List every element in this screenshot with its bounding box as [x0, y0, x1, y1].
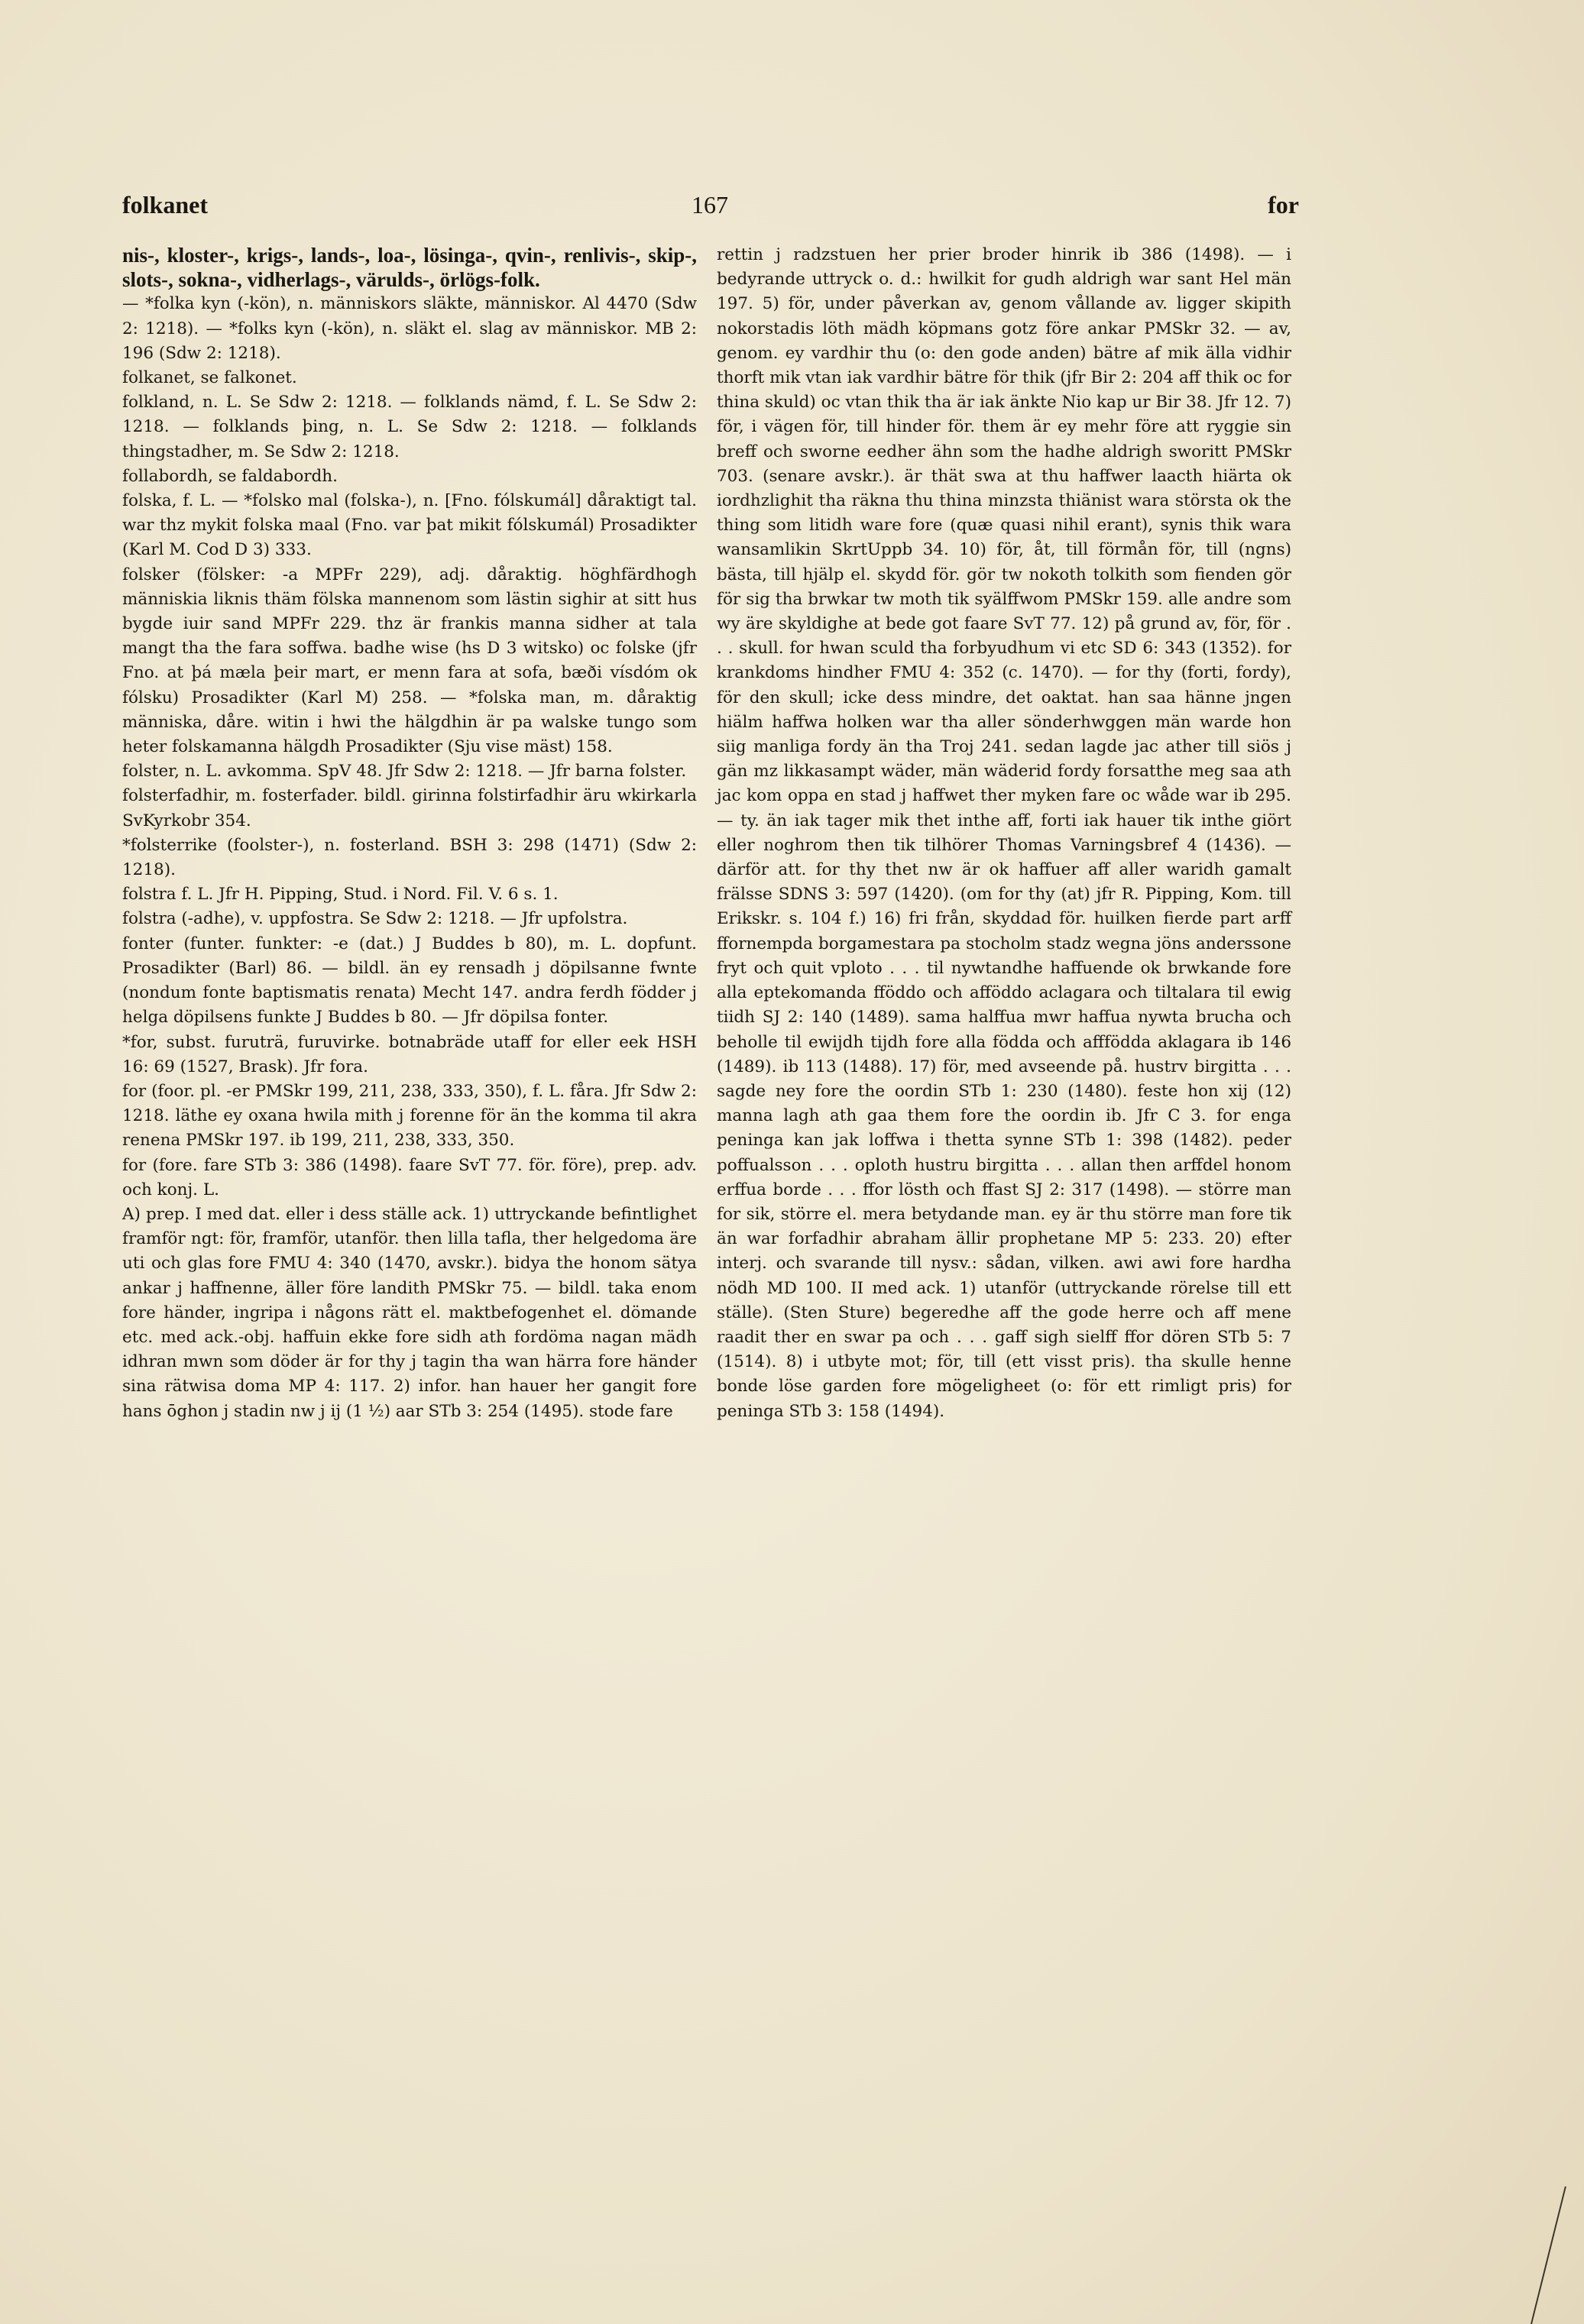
left-column — [122, 243, 697, 1424]
dictionary-entry: fonter (funter. funkter: -e (dat.) J Buddes b 80), m. L. dopfunt. Prosadikter (Barl) 86. — bildl. än ey rensadh j döpilsanne fwnte (nondum fonte baptismatis renata) Mecht 147. andra ferdh födder j helga döpilsens funkte J Buddes b 80. — Jfr döpilsa fonter. — [122, 934, 697, 1028]
dictionary-entry: folstra (-adhe), v. uppfostra. Se Sdw 2: 1218. — Jfr upfolstra. — [122, 909, 628, 929]
dictionary-entry: folska, f. L. — *folsko mal (folska-), n. [Fno. fólskumál] dåraktigt tal. war thz mykit folska maal (Fno. var þat mikit fólskumál) Prosadikter (Karl M. Cod D 3) 333. — [122, 491, 697, 560]
header-left-guideword: folkanet — [122, 191, 208, 218]
page-number: 167 — [692, 191, 728, 218]
entry-text: A) prep. I med dat. eller i dess ställe ack. 1) uttryckande befintlighet framför ngt: för, framför, utanför. then lilla tafla, ther helgedoma äre uti och glas fore FMU 4: 340 (1470, avskr.). bidya the honom sätya ankar j haffnenne, äller före landith PMSkr 75. — bildl. taka enom fore händer, ingripa i någons rätt el. maktbefogenhet el. dömande etc. med ack.-obj. haffuin ekke fore sidh ath fordöma nagan mädh idhran mwn som döder är for thy j tagin tha wan härra fore händer sina rätwisa doma MP 4: 117. 2) infor. han hauer her gangit fore hans ōghon j stadin nw j ij (1 ½) aar STb 3: 254 (1495). stode fare — [122, 1204, 697, 1421]
dictionary-entry: *folsterrike (foolster-), n. fosterland. BSH 3: 298 (1471) (Sdw 2: 1218). — [122, 835, 697, 880]
page-edge-mark — [1531, 2186, 1584, 2324]
dictionary-entry: *for, subst. furuträ, furuvirke. botnabräde utaff for eller eek HSH 16: 69 (1527, Brask). Jfr fora. — [122, 1032, 697, 1076]
dictionary-entry: folster, n. L. avkomma. SpV 48. Jfr Sdw 2: 1218. — Jfr barna folster. — [122, 762, 687, 782]
right-column — [717, 243, 1291, 1424]
dictionary-entry: folstra f. L. Jfr H. Pipping, Stud. i Nord. Fil. V. 6 s. 1. — [122, 885, 559, 905]
header-right-guideword: for — [1268, 191, 1299, 218]
entry-text: — *folka kyn (-kön), n. människors släkte, människor. Al 4470 (Sdw 2: 1218). — *folks kyn (-kön), n. släkt el. slag av människor. MB 2: 196 (Sdw 2: 1218). — [122, 294, 697, 363]
dictionary-entry: follabordh, se faldabordh. — [122, 466, 338, 486]
dictionary-entry: folkanet, se falkonet. — [122, 368, 297, 388]
dictionary-entry: for (foor. pl. -er PMSkr 199, 211, 238, 333, 350), f. L. fåra. Jfr Sdw 2: 1218. läthe ey oxana hwila mith j forenne för än the komma til akra renena PMSkr 197. ib 199, 211, 238, 333, 350. — [122, 1081, 697, 1151]
dictionary-entry: for (fore. fare STb 3: 386 (1498). faare SvT 77. för. före), prep. adv. och konj. L. — [122, 1155, 697, 1199]
entry-text: rettin j radzstuen her prier broder hinrik ib 386 (1498). — i bedyrande uttryck o. d.: hwilkit for gudh aldrigh war sant Hel män 197. 5) för, under påverkan av, genom vållande av. ligger skipith nokorstadis löth mädh köpmans gotz före ankar PMSkr 32. — av, genom. ey vardhir thu (o: den gode anden) bätre af mik älla vidhir thorft mik vtan iak vardhir bätre för thik (jfr Bir 2: 204 aff thik oc for thina skuld) oc vtan thik tha är iak änkte Nio kap ur Bir 38. Jfr 12. 7) för, i vägen för, till hinder för. them är ey mehr före att ryggie sin breff och sworne eedher ähn som the hadhe aldrigh sworitt PMSkr 703. (senare avskr.). är thät swa at thu haffwer laacth hiärta ok iordhzlighit tha räkna thu thina minzsta thiänist wara största ok the thing som litidh ware fore (quæ quasi nihil erant), synis thik wara wansamlikin SkrtUppb 34. 10) för, åt, till förmån för, till (ngns) bästa, till hjälp el. skydd för. gör tw nokoth tolkith som fienden gör för sig tha brwkar tw moth tik syälffwom PMSkr 159. alle andre som wy äre skyldighe at bede got faare SvT 77. 12) på grund av, för, för . . . skull. for hwan sculd tha forbyudhum vi etc SD 6: 343 (1352). for krankdoms hindher FMU 4: 352 (c. 1470). — for thy (forti, fordy), för den skull; icke dess mindre, det oaktat. han saa hänne jngen hiälm haffwa holken war tha aller sönderhwggen män warde hon siig manliga fordy än tha Troj 241. sedan lagde jac ather till siös j gän mz likkasampt wäder, män wäderid fordy forsatthe meg saa ath jac kom oppa en stad j haffwet ther myken fare oc wåde war ib 295. — ty. än iak tager mik thet inthe aff, forti iak hauer tik inthe giört eller noghrom then tik tilhörer Thomas Varningsbref 4 (1436). — därför att. for thy thet nw är ok haffuer aff aller waridh gamalt frälsse SDNS 3: 597 (1420). (om for thy (at) jfr R. Pipping, Kom. till Erikskr. s. 104 f.) 16) fri från, skyddad för. huilken fierde part arff ffornempda borgamestara pa stocholm stadz wegna jöns anderssone fryt och quit vploto . . . til nywtandhe haffuende ok brwkande fore alla eptekomanda fföddo och afföddo aclagara och tiltalara til ewig tiidh SJ 2: 140 (1489). sama halffua mwr haffua nywta brucha och beholle til ewijdh tijdh fore alla födda och afffödda aklagara ib 146 (1489). ib 113 (1488). 17) för, med avseende på. hustrv birgitta . . . sagde ney fore the oordin STb 1: 230 (1480). feste hon xij (12) manna lagh ath gaa them fore the oordin ib. Jfr C 3. for enga peninga kan jak loffwa i thetta synne STb 1: 398 (1482). peder poffualsson . . . oploth hustru birgitta . . . allan then arffdel honom erffua borde . . . ffor lösth och ffast SJ 2: 317 (1498). — större man for sik, större el. mera betydande man. ey är thu större man fore tik än war forfadhir abraham ällir prophetane MP 5: 233. 20) efter interj. och svarande till nysv.: sådan, vilken. awi awi fore hardha nödh MD 100. II med ack. 1) utanför (uttryckande rörelse till ett ställe). (Sten Sture) begeredhe aff the gode herre och aff mene raadit ther en swar pa och . . . gaff sigh sielff ffor dören STb 5: 7 (1514). 8) i utbyte mot; för, till (ett visst pris). tha skulle henne bonde löse garden fore mögeligheet (o: för ett rimligt pris) for peninga STb 3: 158 (1494). — [717, 245, 1291, 1421]
dictionary-entry: folsker (fölsker: -a MPFr 229), adj. dåraktig. höghfärdhogh människia liknis thäm fölska mannenom som lästin sighir at sitt hus bygde iuir sand MPFr 229. thz är frankis manna sidher at tala mangt tha the fara soffwa. badhe wise (hs D 3 witsko) oc folske (jfr Fno. at þá mæla þeir mart, er menn fara at sofa, bæði vísdóm ok fólsku) Prosadikter (Karl M) 258. — *folska man, m. dåraktig människa, dåre. witin i hwi the hälgdhin är pa walske tungo som heter folskamanna hälgdh Prosadikter (Sju vise mäst) 158. — [122, 565, 697, 757]
dictionary-entry: folsterfadhir, m. fosterfader. bildl. girinna folstirfadhir äru wkirkarla SvKyrkobr 354. — [122, 786, 697, 830]
entry-continuation: nis-, kloster-, krigs-, lands-, loa-, lösinga-, qvin-, renlivis-, skip-, slots-, sokna-, vidherlags-, värulds-, örlögs-folk. — [122, 244, 697, 292]
running-header — [122, 191, 1299, 228]
dictionary-entry: folkland, n. L. Se Sdw 2: 1218. — folklands nämd, f. L. Se Sdw 2: 1218. — folklands þing, n. L. Se Sdw 2: 1218. — folklands thingstadher, m. Se Sdw 2: 1218. — [122, 393, 697, 461]
